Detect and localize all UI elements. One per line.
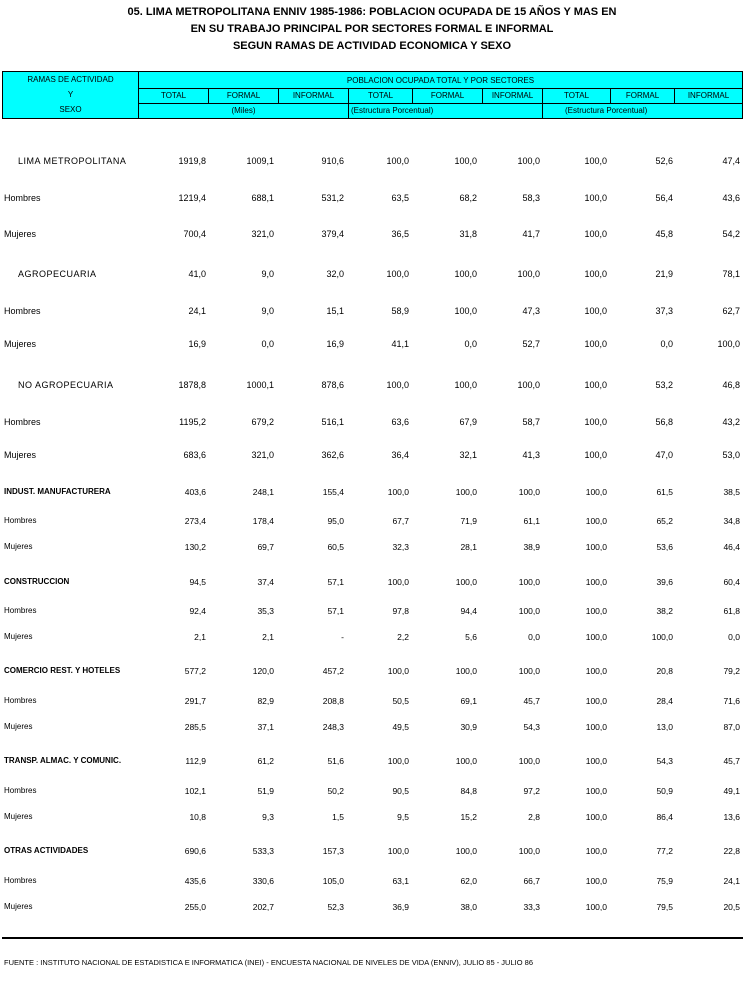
table-cell: 100,0 — [455, 846, 477, 856]
table-cell: 100,0 — [584, 193, 607, 203]
table-cell: 71,6 — [723, 696, 740, 706]
table-cell: 100,0 — [585, 876, 607, 886]
table-cell: 330,6 — [252, 876, 274, 886]
table-cell: 100,0 — [518, 846, 540, 856]
table-cell: 100,0 — [454, 156, 477, 166]
table-cell: 61,8 — [723, 606, 740, 616]
table-row — [0, 784, 744, 798]
table-cell: 102,1 — [184, 786, 206, 796]
table-cell: 285,5 — [184, 722, 206, 732]
table-cell: 255,0 — [184, 902, 206, 912]
table-cell: 100,0 — [386, 156, 409, 166]
table-cell: 32,3 — [392, 542, 409, 552]
table-row — [0, 154, 744, 168]
table-row — [0, 337, 744, 351]
col-header-informal-2: INFORMAL — [483, 89, 543, 104]
table-cell: 51,9 — [257, 786, 274, 796]
table-cell: 5,6 — [465, 632, 477, 642]
table-cell: 47,0 — [655, 450, 673, 460]
table-cell: 45,7 — [723, 756, 740, 766]
table-cell: 97,2 — [523, 786, 540, 796]
row-label: Hombres — [4, 696, 37, 705]
table-cell: 37,3 — [655, 306, 673, 316]
group-title: POBLACION OCUPADA TOTAL Y POR SECTORES — [139, 72, 742, 89]
table-cell: 688,1 — [251, 193, 274, 203]
table-cell: 75,9 — [656, 876, 673, 886]
unit-label-structure-1: (Estructura Porcentual) — [349, 104, 543, 118]
row-label: NO AGROPECUARIA — [18, 380, 114, 390]
table-cell: 69,1 — [460, 696, 477, 706]
table-cell: 61,2 — [257, 756, 274, 766]
table-cell: 100,0 — [584, 306, 607, 316]
table-cell: 37,4 — [257, 577, 274, 587]
table-cell: 100,0 — [584, 380, 607, 390]
table-cell: 248,1 — [252, 487, 274, 497]
table-cell: 100,0 — [585, 722, 607, 732]
table-cell: 0,0 — [261, 339, 274, 349]
table-cell: 38,0 — [460, 902, 477, 912]
table-row — [0, 227, 744, 241]
row-label: Mujeres — [4, 632, 33, 641]
table-cell: 82,9 — [257, 696, 274, 706]
table-cell: 28,4 — [656, 696, 673, 706]
table-row — [0, 540, 744, 554]
table-cell: 68,2 — [459, 193, 477, 203]
table-cell: 58,7 — [522, 417, 540, 427]
table-cell: 62,0 — [460, 876, 477, 886]
table-cell: 38,2 — [656, 606, 673, 616]
table-cell: 79,5 — [656, 902, 673, 912]
table-cell: 1195,2 — [179, 417, 206, 427]
row-label: Hombres — [4, 193, 41, 203]
table-cell: 47,3 — [522, 306, 540, 316]
table-cell: 100,0 — [585, 812, 607, 822]
table-cell: 0,0 — [728, 632, 740, 642]
table-cell: 20,8 — [656, 666, 673, 676]
table-cell: 100,0 — [517, 380, 540, 390]
row-label: Mujeres — [4, 542, 33, 551]
table-cell: 100,0 — [585, 542, 607, 552]
table-cell: 57,1 — [327, 577, 344, 587]
footer-rule — [2, 937, 743, 939]
table-row — [0, 694, 744, 708]
table-cell: 53,6 — [656, 542, 673, 552]
table-row — [0, 485, 744, 499]
table-cell: 112,9 — [185, 756, 206, 766]
table-cell: 50,2 — [327, 786, 344, 796]
table-cell: 157,3 — [322, 846, 344, 856]
row-label: TRANSP. ALMAC. Y COMUNIC. — [4, 756, 122, 765]
table-cell: 100,0 — [585, 516, 607, 526]
table-cell: 46,8 — [722, 380, 740, 390]
table-cell: 100,0 — [386, 269, 409, 279]
table-cell: 100,0 — [585, 577, 607, 587]
source-note: FUENTE : INSTITUTO NACIONAL DE ESTADISTICA E INFORMATICA (INEI) - ENCUESTA NACIONAL DE NIVELES DE VIDA (ENNIV), JULIO 85 - JULIO 86 — [4, 958, 533, 967]
table-cell: 178,4 — [252, 516, 274, 526]
table-cell: 10,8 — [189, 812, 206, 822]
table-cell: 100,0 — [455, 756, 477, 766]
row-label: Mujeres — [4, 339, 37, 349]
table-cell: 36,9 — [392, 902, 409, 912]
table-row — [0, 664, 744, 678]
table-cell: 39,6 — [656, 577, 673, 587]
table-cell: 22,8 — [723, 846, 740, 856]
table-cell: 2,8 — [528, 812, 540, 822]
row-label: Hombres — [4, 606, 37, 615]
table-cell: 87,0 — [723, 722, 740, 732]
table-cell: 248,3 — [322, 722, 344, 732]
row-label: Hombres — [4, 417, 41, 427]
table-cell: 63,5 — [391, 193, 409, 203]
table-cell: 28,1 — [460, 542, 477, 552]
table-row — [0, 448, 744, 462]
table-cell: 56,4 — [655, 193, 673, 203]
stub-header-line-1: RAMAS DE ACTIVIDAD — [27, 75, 114, 84]
table-cell: 52,7 — [522, 339, 540, 349]
table-cell: 105,0 — [322, 876, 344, 886]
table-cell: 13,6 — [723, 812, 740, 822]
table-cell: 100,0 — [455, 577, 477, 587]
table-row — [0, 810, 744, 824]
table-row — [0, 604, 744, 618]
table-cell: 57,1 — [327, 606, 344, 616]
table-row — [0, 720, 744, 734]
table-cell: 100,0 — [585, 786, 607, 796]
table-cell: 97,8 — [392, 606, 409, 616]
table-cell: 100,0 — [454, 269, 477, 279]
table-row — [0, 415, 744, 429]
table-cell: 58,9 — [391, 306, 409, 316]
table-cell: 208,8 — [322, 696, 344, 706]
table-cell: 100,0 — [387, 487, 409, 497]
table-cell: 45,8 — [655, 229, 673, 239]
table-cell: 61,5 — [656, 487, 673, 497]
table-cell: 21,9 — [655, 269, 673, 279]
table-cell: 71,9 — [460, 516, 477, 526]
table-cell: 20,5 — [723, 902, 740, 912]
row-label: Mujeres — [4, 722, 33, 731]
table-cell: 52,3 — [327, 902, 344, 912]
table-cell: 910,6 — [321, 156, 344, 166]
table-cell: 100,0 — [455, 666, 477, 676]
table-cell: 100,0 — [717, 339, 740, 349]
table-cell: 100,0 — [585, 606, 607, 616]
row-label: Mujeres — [4, 812, 33, 821]
col-header-total-2: TOTAL — [349, 89, 413, 104]
table-cell: 62,7 — [722, 306, 740, 316]
table-cell: 2,1 — [262, 632, 274, 642]
table-cell: 38,5 — [723, 487, 740, 497]
col-header-informal-1: INFORMAL — [279, 89, 349, 104]
table-cell: 273,4 — [184, 516, 206, 526]
page-title-line-1: 05. LIMA METROPOLITANA ENNIV 1985-1986: POBLACION OCUPADA DE 15 AÑOS Y MAS EN — [127, 6, 617, 18]
table-cell: 100,0 — [585, 632, 607, 642]
table-cell: 50,9 — [656, 786, 673, 796]
row-label: Mujeres — [4, 229, 37, 239]
table-cell: 1219,4 — [178, 193, 206, 203]
table-cell: 67,7 — [392, 516, 409, 526]
table-cell: 94,5 — [189, 577, 206, 587]
table-cell: 24,1 — [188, 306, 206, 316]
table-cell: 33,3 — [523, 902, 540, 912]
table-row — [0, 844, 744, 858]
table-cell: 100,0 — [585, 846, 607, 856]
table-row — [0, 378, 744, 392]
unit-label-miles: (Miles) — [139, 104, 349, 118]
table-cell: 100,0 — [584, 417, 607, 427]
table-cell: 30,9 — [460, 722, 477, 732]
table-cell: 49,1 — [723, 786, 740, 796]
table-cell: 403,6 — [184, 487, 206, 497]
table-cell: 0,0 — [528, 632, 540, 642]
table-cell: 77,2 — [656, 846, 673, 856]
table-cell: 47,4 — [722, 156, 740, 166]
row-label: CONSTRUCCION — [4, 577, 70, 586]
table-row — [0, 900, 744, 914]
table-row — [0, 304, 744, 318]
row-label: Hombres — [4, 306, 41, 316]
unit-label-structure-2: (Estructura Porcentual) — [565, 106, 648, 115]
table-cell: 202,7 — [252, 902, 274, 912]
table-cell: 100,0 — [584, 156, 607, 166]
col-header-total-3: TOTAL — [543, 89, 611, 104]
table-cell: 120,0 — [252, 666, 274, 676]
stub-header — [3, 72, 139, 118]
table-cell: 53,2 — [655, 380, 673, 390]
col-header-informal-3: INFORMAL — [675, 89, 742, 104]
table-cell: 100,0 — [584, 450, 607, 460]
table-cell: 683,6 — [183, 450, 206, 460]
table-cell: 56,8 — [655, 417, 673, 427]
table-cell: 13,0 — [656, 722, 673, 732]
row-label: INDUST. MANUFACTURERA — [4, 487, 111, 496]
table-cell: 37,1 — [257, 722, 274, 732]
table-cell: 291,7 — [184, 696, 206, 706]
row-label: Hombres — [4, 786, 37, 795]
table-cell: 435,6 — [184, 876, 206, 886]
table-cell: 41,7 — [522, 229, 540, 239]
table-cell: 63,6 — [391, 417, 409, 427]
table-cell: 100,0 — [518, 606, 540, 616]
table-cell: 79,2 — [723, 666, 740, 676]
table-cell: 100,0 — [517, 269, 540, 279]
stub-header-line-3: SEXO — [59, 105, 82, 114]
table-row — [0, 754, 744, 768]
stub-header-line-2: Y — [67, 90, 74, 99]
table-row — [0, 267, 744, 281]
table-cell: 54,3 — [523, 722, 540, 732]
table-cell: 34,8 — [723, 516, 740, 526]
table-cell: 1878,8 — [178, 380, 206, 390]
table-cell: 51,6 — [327, 756, 344, 766]
table-cell: 457,2 — [322, 666, 344, 676]
table-cell: 45,7 — [523, 696, 540, 706]
table-cell: 321,0 — [251, 450, 274, 460]
table-cell: 100,0 — [584, 339, 607, 349]
table-cell: 0,0 — [660, 339, 673, 349]
table-cell: 94,4 — [460, 606, 477, 616]
table-cell: 9,0 — [261, 269, 274, 279]
table-cell: 1009,1 — [246, 156, 274, 166]
table-cell: 78,1 — [722, 269, 740, 279]
table-cell: 100,0 — [387, 666, 409, 676]
table-cell: 100,0 — [454, 380, 477, 390]
table-cell: 100,0 — [518, 756, 540, 766]
table-cell: 533,3 — [252, 846, 274, 856]
table-cell: 531,2 — [321, 193, 344, 203]
table-cell: 16,9 — [326, 339, 344, 349]
table-cell: 100,0 — [517, 156, 540, 166]
table-cell: 95,0 — [327, 516, 344, 526]
table-cell: 516,1 — [321, 417, 344, 427]
row-label: Hombres — [4, 516, 37, 525]
table-cell: 100,0 — [585, 666, 607, 676]
table-cell: 53,0 — [722, 450, 740, 460]
table-cell: 100,0 — [585, 487, 607, 497]
row-label: COMERCIO REST. Y HOTELES — [4, 666, 121, 675]
table-cell: 50,5 — [392, 696, 409, 706]
row-label: OTRAS ACTIVIDADES — [4, 846, 89, 855]
table-cell: 52,6 — [655, 156, 673, 166]
table-cell: 16,9 — [188, 339, 206, 349]
table-cell: 700,4 — [183, 229, 206, 239]
table-cell: 100,0 — [584, 229, 607, 239]
table-cell: 100,0 — [585, 902, 607, 912]
table-cell: 36,5 — [391, 229, 409, 239]
table-cell: 100,0 — [518, 577, 540, 587]
col-header-formal-2: FORMAL — [413, 89, 483, 104]
page-title-line-3: SEGUN RAMAS DE ACTIVIDAD ECONOMICA Y SEXO — [232, 40, 512, 52]
table-cell: 38,9 — [523, 542, 540, 552]
table-cell: 41,0 — [188, 269, 206, 279]
col-header-formal-3: FORMAL — [611, 89, 675, 104]
table-cell: 24,1 — [723, 876, 740, 886]
table-cell: 92,4 — [189, 606, 206, 616]
table-cell: 321,0 — [251, 229, 274, 239]
table-cell: 100,0 — [651, 632, 673, 642]
table-cell: 362,6 — [321, 450, 344, 460]
table-cell: 155,4 — [322, 487, 344, 497]
table-cell: 2,2 — [397, 632, 409, 642]
table-cell: 679,2 — [251, 417, 274, 427]
table-cell: 1,5 — [332, 812, 344, 822]
table-cell: 69,7 — [257, 542, 274, 552]
table-row — [0, 874, 744, 888]
row-label: LIMA METROPOLITANA — [18, 156, 127, 166]
table-cell: 43,6 — [722, 193, 740, 203]
table-cell: 49,5 — [392, 722, 409, 732]
table-cell: 100,0 — [455, 487, 477, 497]
table-cell: 577,2 — [184, 666, 206, 676]
row-label: Hombres — [4, 876, 37, 885]
table-cell: 0,0 — [464, 339, 477, 349]
table-cell: 60,5 — [327, 542, 344, 552]
table-row — [0, 514, 744, 528]
table-cell: 35,3 — [257, 606, 274, 616]
table-cell: 46,4 — [723, 542, 740, 552]
table-cell: 9,0 — [261, 306, 274, 316]
table-cell: 54,3 — [656, 756, 673, 766]
table-cell: 15,2 — [460, 812, 477, 822]
table-cell: 379,4 — [321, 229, 344, 239]
table-cell: 32,1 — [459, 450, 477, 460]
table-cell: 100,0 — [518, 487, 540, 497]
table-cell: 84,8 — [460, 786, 477, 796]
table-cell: 100,0 — [584, 269, 607, 279]
table-cell: 100,0 — [387, 846, 409, 856]
table-cell: 58,3 — [522, 193, 540, 203]
table-cell: 61,1 — [523, 516, 540, 526]
table-cell: 41,3 — [522, 450, 540, 460]
table-header — [2, 71, 743, 119]
table-cell: 43,2 — [722, 417, 740, 427]
col-header-formal-1: FORMAL — [209, 89, 279, 104]
table-row — [0, 191, 744, 205]
col-header-total-1: TOTAL — [139, 89, 209, 104]
table-cell: 100,0 — [454, 306, 477, 316]
table-cell: 100,0 — [387, 756, 409, 766]
table-cell: 36,4 — [391, 450, 409, 460]
table-cell: 100,0 — [386, 380, 409, 390]
page-title-line-2: EN SU TRABAJO PRINCIPAL POR SECTORES FORMAL E INFORMAL — [190, 23, 554, 35]
table-cell: 1919,8 — [178, 156, 206, 166]
table-cell: 60,4 — [723, 577, 740, 587]
table-row — [0, 575, 744, 589]
table-cell: 1000,1 — [246, 380, 274, 390]
table-cell: 130,2 — [184, 542, 206, 552]
table-cell: 90,5 — [392, 786, 409, 796]
table-cell: 54,2 — [722, 229, 740, 239]
table-cell: 2,1 — [194, 632, 206, 642]
table-cell: 9,5 — [397, 812, 409, 822]
table-cell: 100,0 — [585, 696, 607, 706]
row-label: Mujeres — [4, 450, 37, 460]
table-cell: 100,0 — [518, 666, 540, 676]
table-cell: 65,2 — [656, 516, 673, 526]
table-cell: 100,0 — [585, 756, 607, 766]
row-label: Mujeres — [4, 902, 33, 911]
table-cell: 67,9 — [459, 417, 477, 427]
table-cell: 66,7 — [523, 876, 540, 886]
table-cell: 878,6 — [321, 380, 344, 390]
table-cell: 31,8 — [459, 229, 477, 239]
table-cell: 15,1 — [326, 306, 344, 316]
table-cell: 86,4 — [656, 812, 673, 822]
table-cell: 32,0 — [326, 269, 344, 279]
table-cell: 41,1 — [391, 339, 409, 349]
table-cell: 100,0 — [387, 577, 409, 587]
table-cell: - — [341, 632, 344, 642]
row-label: AGROPECUARIA — [18, 269, 97, 279]
table-cell: 9,3 — [262, 812, 274, 822]
table-cell: 690,6 — [184, 846, 206, 856]
table-cell: 63,1 — [392, 876, 409, 886]
table-row — [0, 630, 744, 644]
